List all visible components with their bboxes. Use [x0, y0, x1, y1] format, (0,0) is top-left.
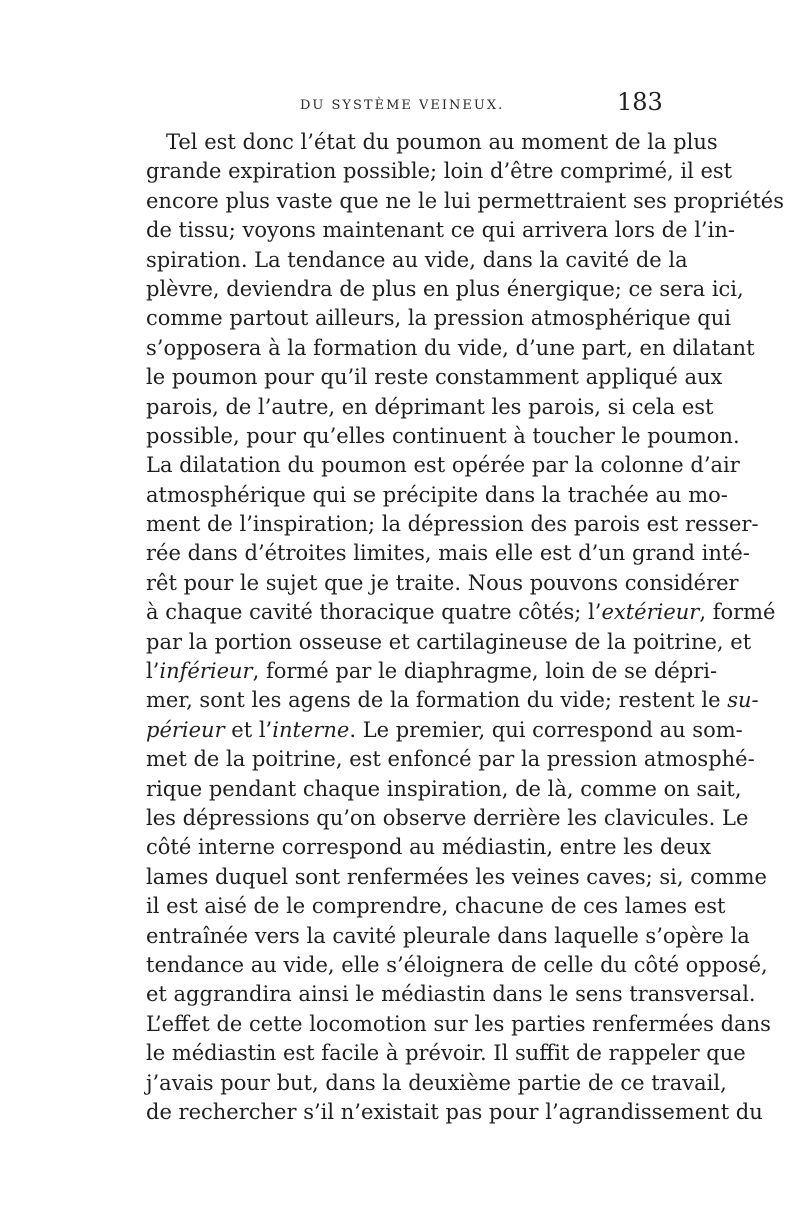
- text-line: [146, 863, 767, 892]
- page-number: 183: [617, 88, 663, 116]
- text-segment: à chaque cavité thoracique quatre côtés; l’: [146, 600, 602, 625]
- text-segment: possible, pour qu’elles continuent à toucher le poumon.: [146, 423, 740, 448]
- text-segment: spiration. La tendance au vide, dans la cavité de la: [146, 247, 688, 272]
- text-segment: encore plus vaste que ne le lui permettraient ses propriétés: [146, 188, 785, 213]
- text-line: [146, 334, 755, 363]
- text-line: [146, 833, 712, 862]
- text-segment: j’avais pour but, dans la deuxième partie de ce travail,: [146, 1070, 727, 1095]
- text-segment: s’opposera à la formation du vide, d’une part, en dilatant: [146, 335, 755, 360]
- text-segment: rée dans d’étroites limites, mais elle est d’un grand inté-: [146, 541, 750, 566]
- text-line: [146, 1010, 771, 1039]
- text-line: [146, 246, 688, 275]
- text-segment: mer, sont les agens de la formation du vide; restent le: [146, 688, 728, 713]
- text-line: [146, 951, 768, 980]
- text-segment: il est aisé de le comprendre, chacune de ces lames est: [146, 894, 726, 919]
- text-segment: ment de l’inspiration; la dépression des parois est resser-: [146, 512, 759, 537]
- text-line: [146, 569, 739, 598]
- text-segment: le poumon pour qu’il reste constamment appliqué aux: [146, 365, 723, 390]
- text-segment: l’: [146, 659, 160, 684]
- text-line: [146, 922, 750, 951]
- text-segment: La dilatation du poumon est opérée par la colonne d’air: [146, 453, 740, 478]
- italic-term: su-: [727, 688, 759, 713]
- text-line: [146, 1039, 746, 1068]
- text-segment: et aggrandira ainsi le médiastin dans le sens transversal.: [146, 982, 756, 1007]
- text-line: [146, 1098, 763, 1127]
- text-line: [146, 686, 759, 715]
- text-line: [146, 598, 776, 627]
- text-segment: rêt pour le sujet que je traite. Nous pouvons considérer: [146, 570, 739, 595]
- text-line: [146, 745, 755, 774]
- text-segment: Tel est donc l’état du poumon au moment de la plus: [166, 130, 718, 154]
- text-line: [146, 1069, 727, 1098]
- text-segment: grande expiration possible; loin d’être comprimé, il est: [146, 159, 733, 184]
- text-segment: de rechercher s’il n’existait pas pour l’agrandissement du: [146, 1099, 763, 1124]
- text-line: [146, 216, 735, 245]
- text-segment: rique pendant chaque inspiration, de là, comme on sait,: [146, 776, 742, 801]
- text-segment: parois, de l’autre, en déprimant les parois, si cela est: [146, 394, 714, 419]
- italic-term: interne: [272, 717, 350, 742]
- text-line: [146, 716, 743, 745]
- text-segment: comme partout ailleurs, la pression atmosphérique qui: [146, 306, 731, 331]
- italic-term: extérieur: [601, 600, 700, 625]
- text-line: [146, 451, 740, 480]
- text-line: [146, 628, 752, 657]
- text-line: [146, 128, 718, 157]
- text-line: [146, 275, 744, 304]
- running-head: DU SYSTÈME VEINEUX.: [300, 98, 505, 113]
- text-segment: et l’: [224, 717, 273, 742]
- text-line: [146, 510, 759, 539]
- text-line: [146, 657, 718, 686]
- text-segment: plèvre, deviendra de plus en plus énergique; ce sera ici,: [146, 276, 744, 301]
- text-segment: par la portion osseuse et cartilagineuse de la poitrine, et: [146, 629, 752, 654]
- text-line: [146, 393, 714, 422]
- text-line: [146, 775, 742, 804]
- italic-term: périeur: [146, 717, 225, 742]
- text-segment: met de la poitrine, est enfoncé par la pression atmosphé-: [146, 747, 755, 772]
- text-line: [146, 422, 740, 451]
- text-line: [146, 304, 731, 333]
- text-segment: de tissu; voyons maintenant ce qui arrivera lors de l’in-: [146, 218, 735, 243]
- text-line: [146, 980, 756, 1009]
- text-line: [146, 892, 726, 921]
- text-line: [146, 157, 733, 186]
- text-segment: lames duquel sont renfermées les veines caves; si, comme: [146, 864, 767, 889]
- text-segment: . Le premier, qui correspond au som-: [349, 717, 743, 742]
- text-line: [146, 804, 749, 833]
- body-text: [146, 128, 785, 1127]
- text-segment: , formé: [699, 600, 776, 625]
- text-segment: atmosphérique qui se précipite dans la trachée au mo-: [146, 482, 728, 507]
- italic-term: inférieur: [159, 659, 253, 684]
- text-segment: le médiastin est facile à prévoir. Il suffit de rappeler que: [146, 1041, 746, 1066]
- text-segment: côté interne correspond au médiastin, entre les deux: [146, 835, 712, 860]
- text-segment: , formé par le diaphragme, loin de se dépri-: [252, 659, 718, 684]
- text-line: [146, 363, 723, 392]
- text-line: [146, 539, 750, 568]
- text-segment: tendance au vide, elle s’éloignera de celle du côté opposé,: [146, 952, 768, 977]
- text-segment: les dépressions qu’on observe derrière les clavicules. Le: [146, 805, 749, 830]
- text-line: [146, 481, 728, 510]
- text-segment: L’effet de cette locomotion sur les parties renfermées dans: [146, 1011, 771, 1036]
- text-segment: entraînée vers la cavité pleurale dans laquelle s’opère la: [146, 923, 750, 948]
- text-line: [146, 187, 785, 216]
